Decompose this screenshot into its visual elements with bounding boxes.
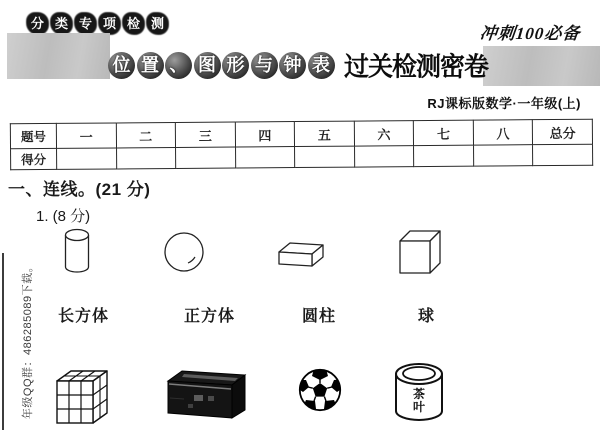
stamp-char: 项: [99, 13, 120, 34]
title-ball-char: 表: [308, 52, 335, 79]
title-ball-char: 钟: [279, 52, 306, 79]
score-empty-cell: [116, 147, 176, 168]
title-ball-char: 形: [222, 52, 249, 79]
title-ball-char: 、: [165, 52, 192, 79]
soccer-ball-image: [297, 367, 343, 413]
rubiks-cube-image: [54, 365, 108, 427]
shape-label: 长方体: [58, 308, 110, 325]
watermark-qq-group: 年级QQ群：486285089下载。: [22, 260, 34, 420]
score-empty-cell: [414, 145, 474, 166]
scan-edge-line: [2, 253, 4, 430]
section-heading: 一、连线。(21 分): [8, 180, 151, 199]
score-empty-cell: [176, 147, 236, 168]
score-empty-cell: [57, 148, 117, 169]
cube-shape-icon: [396, 227, 444, 279]
stamp-char: 测: [147, 13, 168, 34]
pencil-case-image: [158, 368, 248, 424]
score-row-label: 得分: [11, 148, 57, 169]
stamp-char: 类: [51, 13, 72, 34]
stamp-char: 检: [123, 13, 144, 34]
score-table-header-cell: 三: [175, 122, 235, 147]
score-table-header-cell: 五: [295, 121, 355, 146]
score-empty-cell: [473, 145, 533, 166]
edition-text: RJ课标版数学·一年级(上): [427, 96, 581, 111]
score-table: [10, 119, 593, 171]
score-table-header-cell: 二: [116, 122, 176, 147]
title-ball-char: 置: [137, 52, 164, 79]
tea-label-char-2: 叶: [412, 400, 426, 414]
title-ball-char: 与: [251, 52, 278, 79]
shape-label: 圆柱: [302, 308, 337, 325]
score-empty-cell: [295, 146, 355, 167]
cylinder-shape-icon: [62, 228, 92, 274]
score-empty-cell: [235, 147, 295, 168]
stamp-char: 专: [75, 13, 96, 34]
title-ball-char: 位: [108, 52, 135, 79]
score-table-header-cell: 四: [235, 122, 295, 147]
score-table-header-cell: 七: [414, 120, 474, 145]
cuboid-shape-icon: [275, 235, 327, 271]
question-number: 1. (8 分): [36, 208, 91, 225]
score-table-header-cell: 八: [473, 120, 533, 145]
score-table-score-row: [11, 144, 593, 170]
tea-canister-image: [392, 361, 446, 425]
score-table-header-cell: 总分: [533, 119, 593, 144]
title-rest-text: 过关检测密卷: [344, 52, 489, 82]
header-gray-box-left: [7, 33, 110, 79]
title-ball-chars: [108, 52, 336, 79]
score-empty-cell: [354, 146, 414, 167]
slogan-text: 冲刺100必备: [478, 24, 581, 43]
page-title: [108, 47, 488, 83]
score-table-header-cell: 一: [56, 123, 116, 148]
score-table-header-cell: 题号: [10, 123, 56, 148]
score-empty-cell: [533, 144, 593, 165]
shape-label: 球: [418, 308, 436, 325]
series-stamp: [27, 13, 171, 34]
sphere-shape-icon: [163, 231, 205, 273]
stamp-char: 分: [27, 13, 48, 34]
tea-label-char-1: 茶: [412, 387, 426, 401]
score-table-header-cell: 六: [354, 121, 414, 146]
header-gray-box-right: [483, 46, 600, 86]
title-ball-char: 图: [194, 52, 221, 79]
shape-label: 正方体: [184, 308, 236, 325]
